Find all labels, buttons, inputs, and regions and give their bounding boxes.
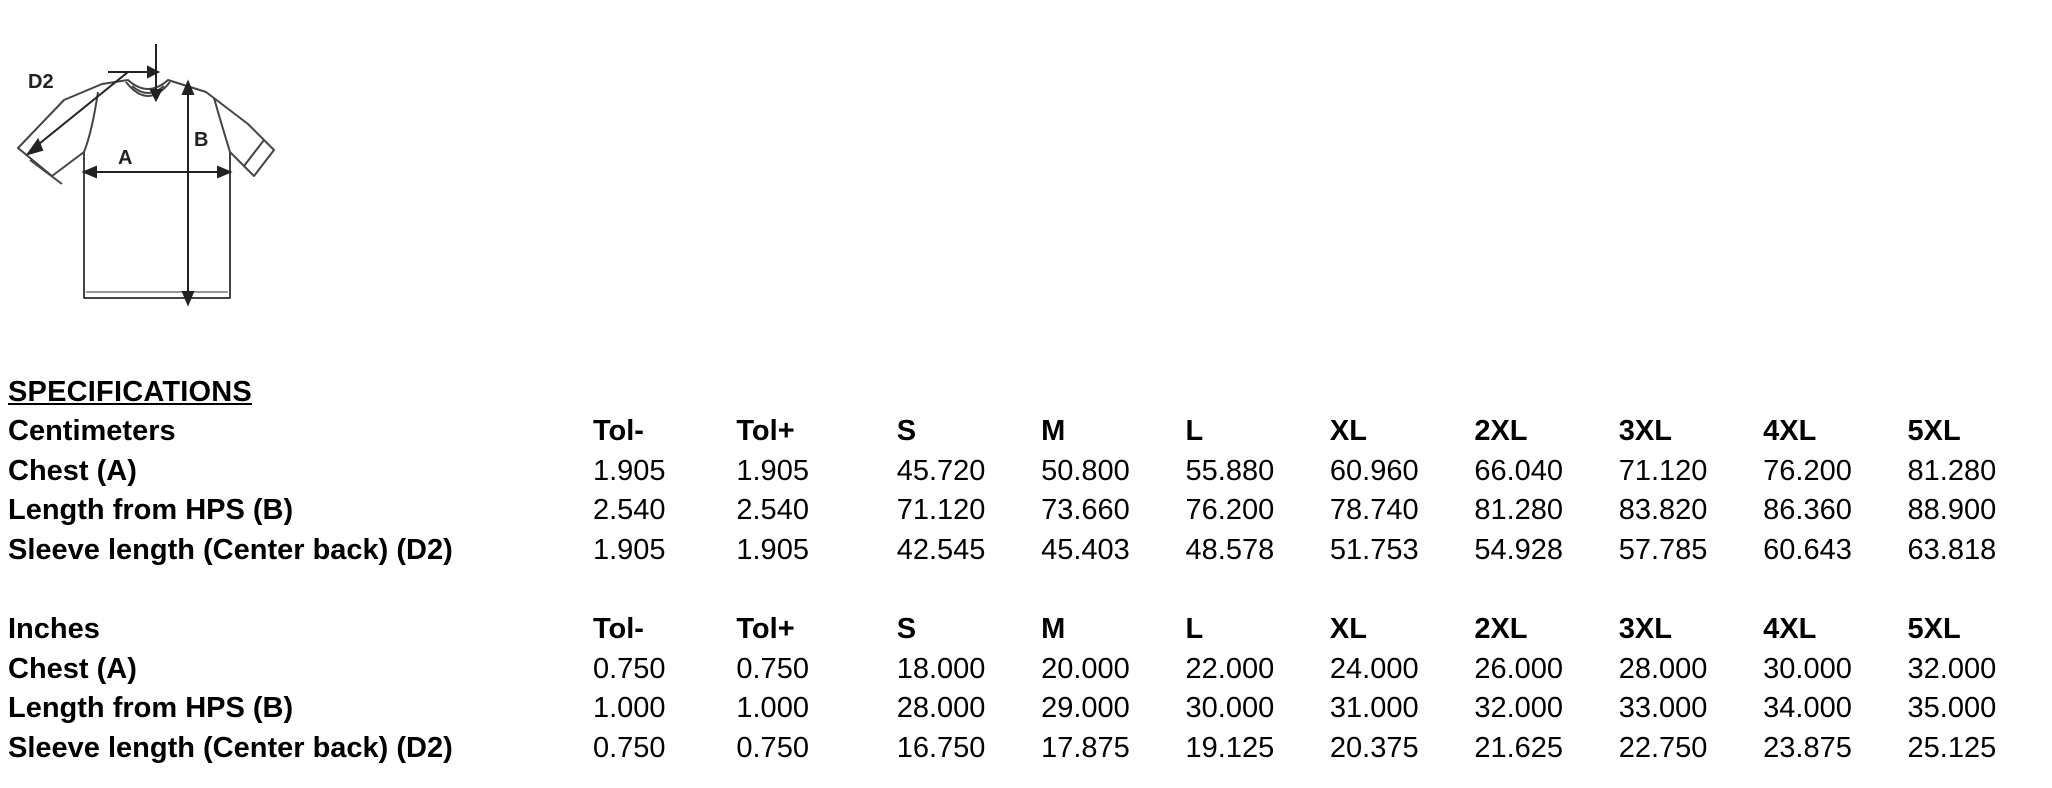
row-label: Sleeve length (Center back) (D2)	[8, 533, 453, 566]
col-size-m: M	[1041, 613, 1066, 646]
col-size-5xl: 5XL	[1907, 415, 1961, 448]
cell-value: 35.000	[1907, 692, 1997, 725]
label-a: A	[118, 147, 133, 169]
table-row	[8, 650, 2052, 690]
centimeters-table	[8, 412, 2052, 570]
cell-value: 20.000	[1041, 652, 1130, 685]
cell-value: 29.000	[1041, 692, 1130, 725]
cell-value: 78.740	[1329, 494, 1419, 527]
label-d2: D2	[28, 71, 54, 93]
cell-value: 0.750	[592, 731, 666, 764]
label-b: B	[194, 129, 209, 151]
cell-value: 1.000	[736, 692, 809, 725]
col-size-l: L	[1185, 613, 1204, 646]
col-size-xl: XL	[1329, 415, 1367, 448]
cell-value: 33.000	[1618, 692, 1708, 725]
cell-value: 1.905	[592, 454, 666, 487]
cell-value: 1.905	[592, 533, 666, 566]
cell-value: 18.000	[896, 652, 986, 685]
cell-value: 0.750	[592, 652, 666, 685]
col-size-s: S	[896, 613, 917, 646]
cell-value: 66.040	[1474, 454, 1564, 487]
cell-value: 45.720	[896, 454, 986, 487]
col-size-3xl: 3XL	[1618, 613, 1672, 646]
cell-value: 88.900	[1907, 494, 1997, 527]
row-label: Chest (A)	[8, 652, 137, 685]
cell-value: 1.905	[736, 454, 809, 487]
cell-value: 19.125	[1185, 731, 1275, 764]
row-label: Length from HPS (B)	[8, 692, 294, 725]
cell-value: 83.820	[1618, 494, 1708, 527]
cell-value: 24.000	[1329, 652, 1419, 685]
centimeters-header-row	[8, 412, 2052, 452]
col-size-l: L	[1185, 415, 1204, 448]
cell-value: 28.000	[896, 692, 986, 725]
cell-value: 26.000	[1474, 652, 1564, 685]
cell-value: 51.753	[1329, 533, 1419, 566]
cell-value: 0.750	[736, 652, 809, 685]
col-size-4xl: 4XL	[1763, 613, 1817, 646]
col-tol-minus: Tol-	[592, 613, 644, 646]
inches-table	[8, 610, 2052, 768]
cell-value: 1.905	[736, 533, 809, 566]
cell-value: 0.750	[736, 731, 809, 764]
cell-value: 42.545	[896, 533, 986, 566]
row-label: Length from HPS (B)	[8, 494, 294, 527]
cell-value: 71.120	[896, 494, 986, 527]
row-label: Chest (A)	[8, 454, 137, 487]
cell-value: 2.540	[592, 494, 666, 527]
cell-value: 32.000	[1474, 692, 1564, 725]
unit-label-inches: Inches	[8, 613, 100, 646]
cell-value: 45.403	[1041, 533, 1130, 566]
cell-value: 30.000	[1185, 692, 1275, 725]
specifications-heading: SPECIFICATIONS	[8, 376, 252, 408]
inches-header-row	[8, 610, 2052, 650]
col-size-2xl: 2XL	[1474, 415, 1528, 448]
col-size-s: S	[896, 415, 917, 448]
cell-value: 1.000	[592, 692, 666, 725]
cell-value: 23.875	[1763, 731, 1852, 764]
cell-value: 22.750	[1618, 731, 1708, 764]
cell-value: 32.000	[1907, 652, 1997, 685]
cell-value: 20.375	[1329, 731, 1419, 764]
cell-value: 71.120	[1618, 454, 1708, 487]
col-size-xl: XL	[1329, 613, 1367, 646]
cell-value: 76.200	[1185, 494, 1275, 527]
cell-value: 81.280	[1907, 454, 1997, 487]
cell-value: 50.800	[1041, 454, 1130, 487]
col-size-2xl: 2XL	[1474, 613, 1528, 646]
table-row	[8, 729, 2052, 769]
cell-value: 34.000	[1763, 692, 1852, 725]
cell-value: 31.000	[1329, 692, 1419, 725]
table-row	[8, 452, 2052, 492]
cell-value: 76.200	[1763, 454, 1852, 487]
cell-value: 60.960	[1329, 454, 1419, 487]
col-tol-plus: Tol+	[736, 613, 795, 646]
row-label: Sleeve length (Center back) (D2)	[8, 731, 453, 764]
table-row	[8, 531, 2052, 571]
col-size-3xl: 3XL	[1618, 415, 1672, 448]
tshirt-measurement-diagram	[8, 36, 288, 316]
col-tol-minus: Tol-	[592, 415, 644, 448]
cell-value: 22.000	[1185, 652, 1275, 685]
cell-value: 48.578	[1185, 533, 1275, 566]
cell-value: 17.875	[1041, 731, 1130, 764]
cell-value: 57.785	[1618, 533, 1708, 566]
measurement-arrows	[28, 44, 230, 304]
cell-value: 60.643	[1763, 533, 1852, 566]
col-size-5xl: 5XL	[1907, 613, 1961, 646]
cell-value: 25.125	[1907, 731, 1997, 764]
cell-value: 28.000	[1618, 652, 1708, 685]
cell-value: 16.750	[896, 731, 986, 764]
cell-value: 81.280	[1474, 494, 1564, 527]
col-size-4xl: 4XL	[1763, 415, 1817, 448]
table-row	[8, 689, 2052, 729]
unit-label-centimeters: Centimeters	[8, 415, 176, 448]
cell-value: 55.880	[1185, 454, 1275, 487]
cell-value: 21.625	[1474, 731, 1564, 764]
cell-value: 30.000	[1763, 652, 1852, 685]
cell-value: 54.928	[1474, 533, 1564, 566]
col-tol-plus: Tol+	[736, 415, 795, 448]
cell-value: 63.818	[1907, 533, 1997, 566]
tshirt-outline	[18, 80, 274, 298]
col-size-m: M	[1041, 415, 1066, 448]
cell-value: 2.540	[736, 494, 809, 527]
cell-value: 86.360	[1763, 494, 1852, 527]
table-row	[8, 491, 2052, 531]
cell-value: 73.660	[1041, 494, 1130, 527]
